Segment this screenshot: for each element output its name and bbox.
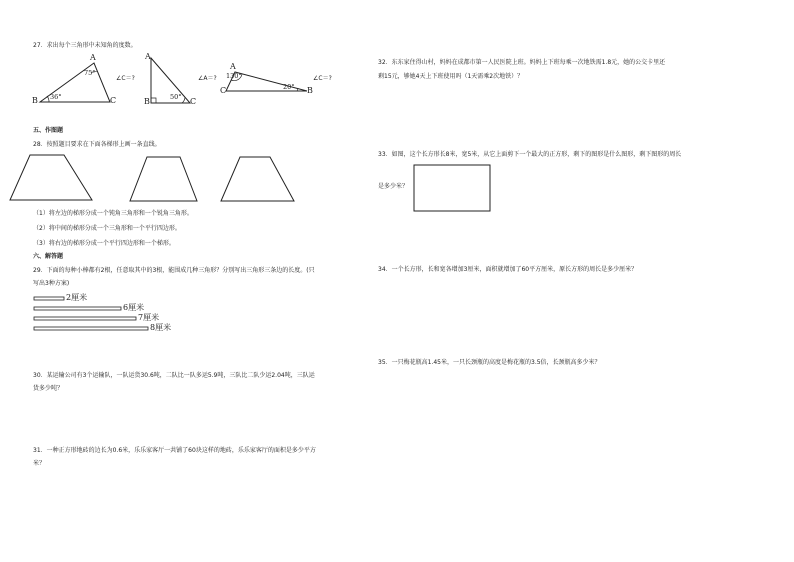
question-30-line-1: 30．某运输公司有3个运输队，一队运货30.6吨，二队比一队多运5.9吨，三队比二队少运2.04吨，三队运 <box>33 372 315 379</box>
triangle-1-vertex-a: A <box>90 53 96 62</box>
question-31-line-1: 31．一种正方形地砖的边长为0.6米，乐乐家客厅一共铺了60块这样的地砖，乐乐家客厅的面积是多少平方 <box>33 447 316 454</box>
question-32-line-1: 32．东东家住得山村，妈妈在成都市第一人民医院上班。妈妈上下班每乘一次地铁需1.8元，她的公交卡里还 <box>378 59 666 66</box>
triangle-2-vertex-c: C <box>190 97 197 106</box>
question-35: 35．一只梅花瓶高1.45米，一只长颈瓶的高度是梅花瓶的3.5倍，长颈瓶高多少米？ <box>378 359 601 366</box>
triangle-2-angle-c: 50° <box>170 93 182 101</box>
triangle-3-question: ∠C＝? <box>313 75 332 82</box>
stick-7cm-label: 7厘米 <box>138 313 160 322</box>
stick-6cm-label: 6厘米 <box>123 303 145 312</box>
question-33-line-2: 是多少米？ <box>378 183 409 190</box>
triangle-3-vertex-c: C <box>220 86 227 95</box>
trapezoid-middle <box>130 157 197 201</box>
question-30-line-2: 货多少吨？ <box>33 385 64 392</box>
question-29-line-1: 29．下面的每种小棒都有2根，任意取其中的3根，能围成几种三角形？分别写出三角形三条边的长度。(只 <box>33 267 315 274</box>
question-28-item-2: （2）将中间的梯形分成一个三角形和一个平行四边形。 <box>33 225 181 232</box>
triangle-2-question: ∠A＝? <box>198 75 217 82</box>
stick-2cm-label: 2厘米 <box>66 293 88 302</box>
triangle-1-vertex-c: C <box>110 96 117 105</box>
stick-6cm <box>34 307 121 310</box>
question-27: 27．求出每个三角形中未知角的度数。 <box>33 42 137 49</box>
trapezoid-right <box>221 157 294 201</box>
question-29-line-2: 写出3种方案) <box>33 280 70 287</box>
stick-7cm <box>34 317 136 320</box>
triangle-3-angle-b: 20° <box>283 83 295 91</box>
section-5-heading: 五、作图题 <box>33 127 64 134</box>
triangle-3-vertex-b: B <box>307 86 313 95</box>
question-31-line-2: 米？ <box>33 460 46 467</box>
stick-8cm <box>34 327 148 330</box>
triangle-3-angle-a: 130° <box>226 72 242 80</box>
question-32-line-2: 剩15元，够她4天上下班使用吗（1天需乘2次地铁）？ <box>378 73 524 80</box>
triangle-1-angle-b: 36° <box>50 93 62 101</box>
triangle-1-question: ∠C＝? <box>116 75 135 82</box>
question-28: 28．按照题目要求在下面各梯形上画一条直线。 <box>33 141 161 148</box>
triangle-1-angle-a: 75° <box>84 69 96 77</box>
section-6-heading: 六、解答题 <box>33 253 64 260</box>
question-34: 34．一个长方形，长和宽各增加3厘米，面积就增加了60平方厘米，原长方形的周长是多少厘米？ <box>378 266 638 273</box>
question-33-line-1: 33．如图，这个长方形长8米，宽5米，从它上面剪下一个最大的正方形，剩下的图形是什么图形，剩下图形的周长 <box>378 151 682 158</box>
trapezoid-left <box>10 155 92 200</box>
triangle-3-vertex-a: A <box>230 62 236 71</box>
triangle-1-vertex-b: B <box>32 96 38 105</box>
stick-8cm-label: 8厘米 <box>150 323 172 332</box>
stick-2cm <box>34 297 64 300</box>
triangle-2-vertex-b: B <box>144 97 150 106</box>
question-28-item-3: （3）将右边的梯形分成一个平行四边形和一个梯形。 <box>33 240 175 247</box>
triangle-2-vertex-a: A <box>145 52 151 61</box>
question-28-item-1: （1）将左边的梯形分成一个钝角三角形和一个锐角三角形。 <box>33 210 193 217</box>
